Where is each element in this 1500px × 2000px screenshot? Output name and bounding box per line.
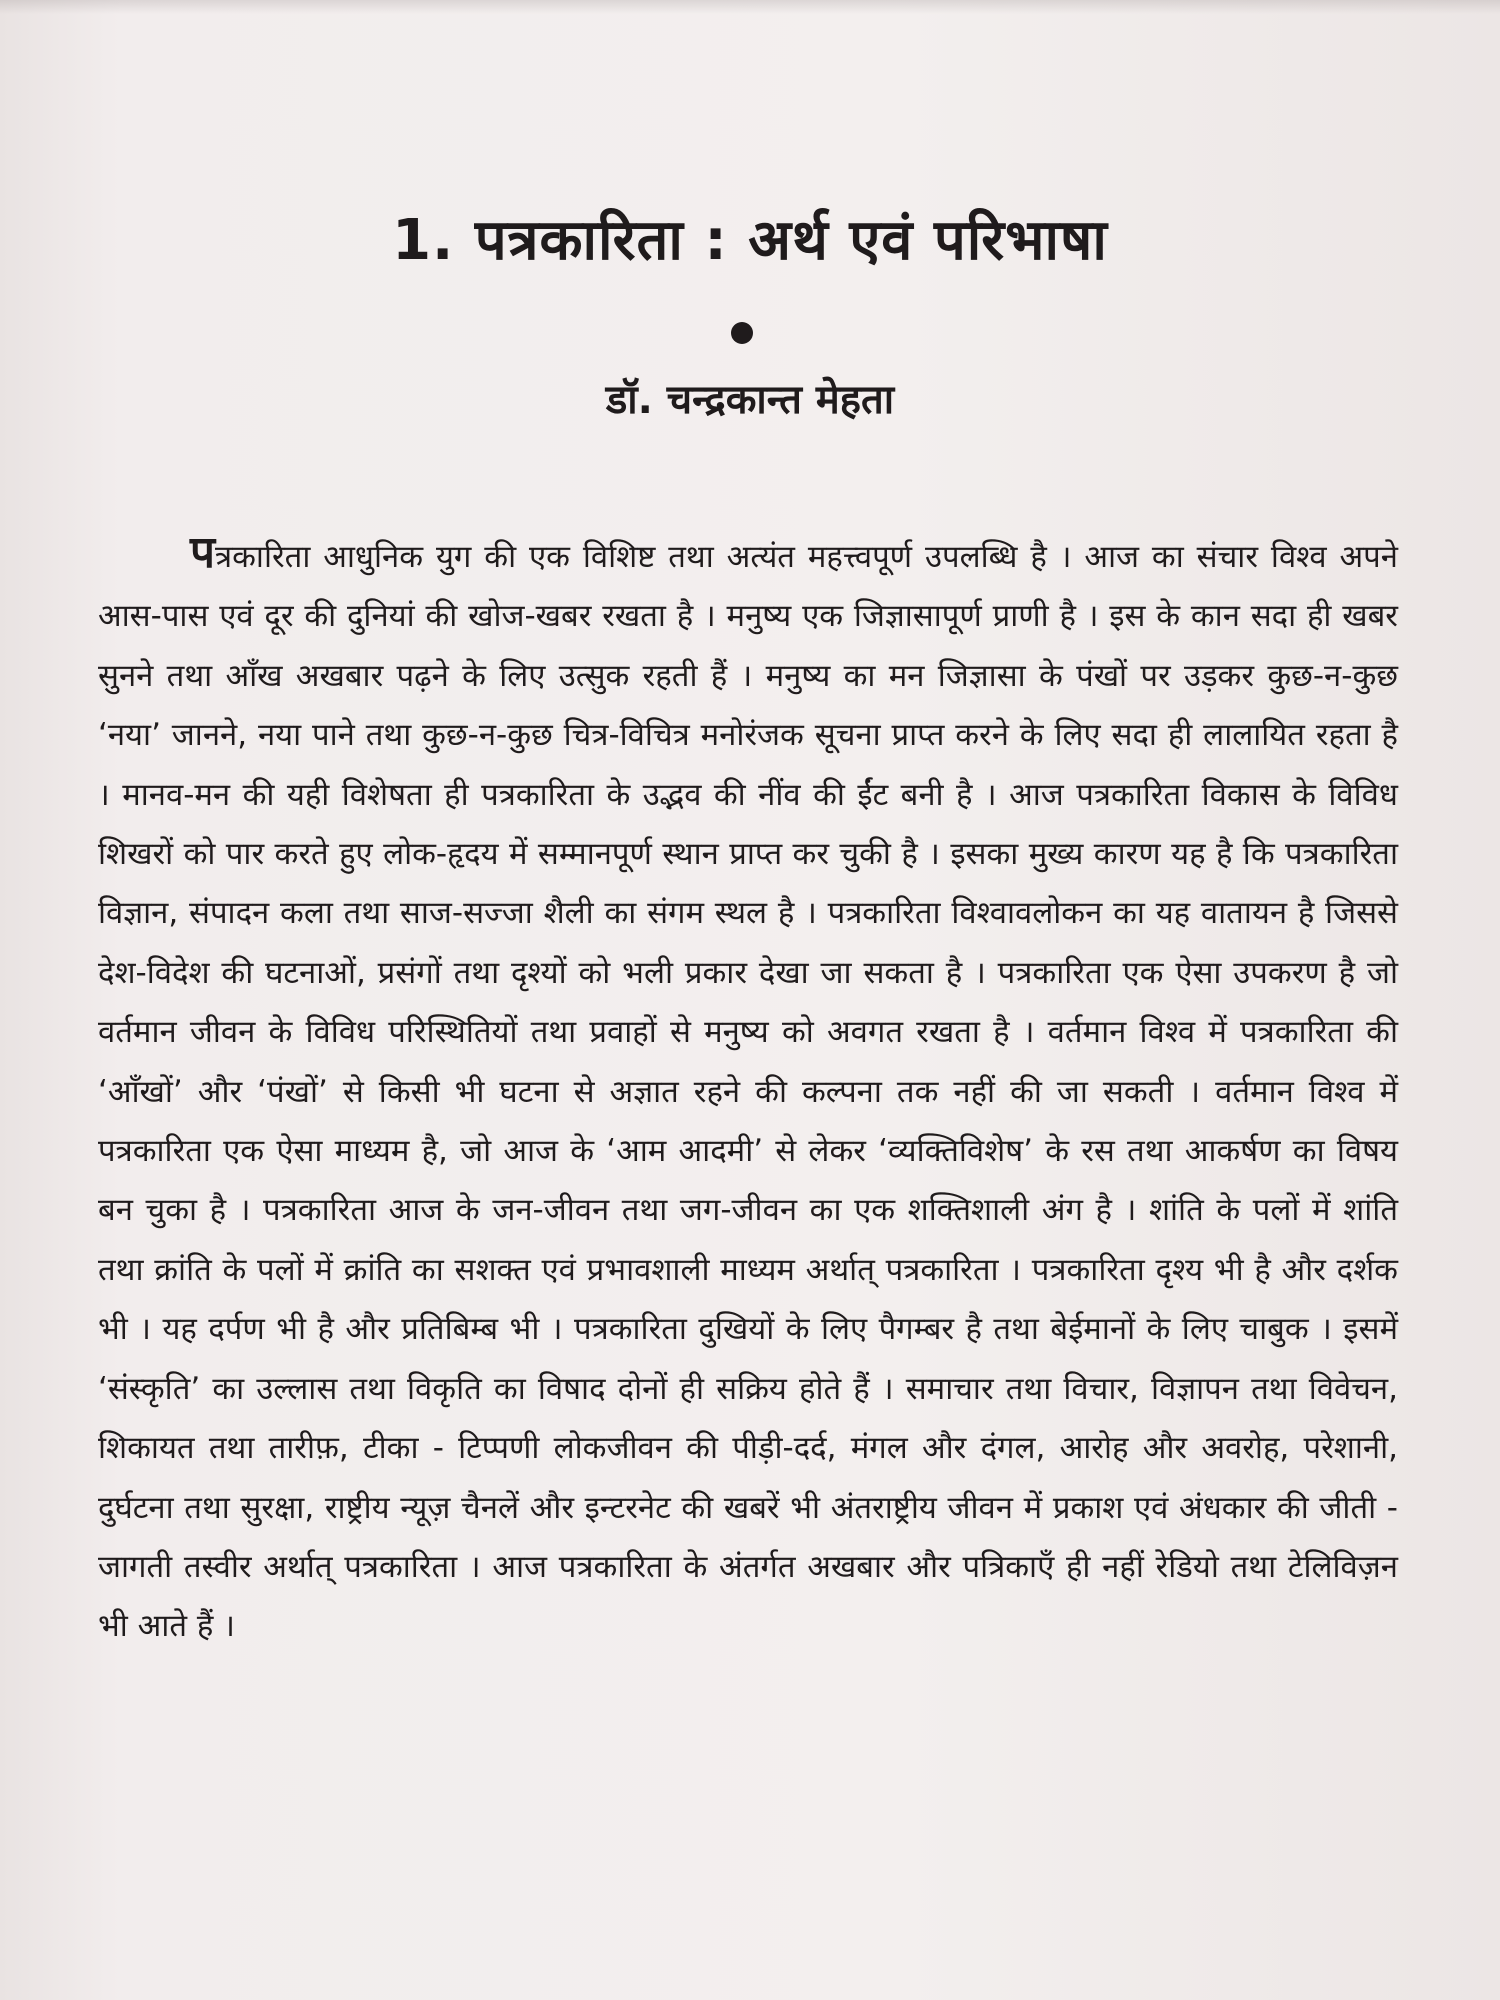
drop-initial: प [190, 527, 215, 578]
body-paragraph [98, 528, 1398, 1657]
bullet-ornament [731, 322, 753, 344]
page-top-edge [0, 0, 1500, 14]
author-name: डॉ. चन्द्रकान्त मेहता [605, 377, 895, 423]
paragraph-text: त्रकारिता आधुनिक युग की एक विशिष्ट तथा अत्यंत महत्त्वपूर्ण उपलब्धि है । आज का संचार विश्व अपने आस-पास एवं दूर की दुनियां की खोज-खबर रखता है । मनुष्य एक जिज्ञासापूर्ण प्राणी है । इस के कान सदा ही खबर सुनने तथा आँख अखबार पढ़ने के लिए उत्सुक रहती हैं । मनुष्य का मन जिज्ञासा के पंखों पर उड़कर कुछ-न-कुछ ‘नया’ जानने, नया पाने तथा कुछ-न-कुछ चित्र-विचित्र मनोरंजक सूचना प्राप्त करने के लिए सदा ही लालायित रहता है । मानव-मन की यही विशेषता ही पत्रकारिता के उद्भव की नींव की ईंट बनी है । आज पत्रकारिता विकास के विविध शिखरों को पार करते हुए लोक-हृदय में सम्मानपूर्ण स्थान प्राप्त कर चुकी है । इसका मुख्य कारण यह है कि पत्रकारिता विज्ञान, संपादन कला तथा साज-सज्जा शैली का संगम स्थल है । पत्रकारिता विश्वावलोकन का यह वातायन है जिससे देश-विदेश की घटनाओं, प्रसंगों तथा दृश्यों को भली प्रकार देखा जा सकता है । पत्रकारिता एक ऐसा उपकरण है जो वर्तमान जीवन के विविध परिस्थितियों तथा प्रवाहों से मनुष्य को अवगत रखता है । वर्तमान विश्व में पत्रकारिता की ‘आँखों’ और ‘पंखों’ से किसी भी घटना से अज्ञात रहने की कल्पना तक नहीं की जा सकती । वर्तमान विश्व में पत्रकारिता एक ऐसा माध्यम है, जो आज के ‘आम आदमी’ से लेकर ‘व्यक्तिविशेष’ के रस तथा आकर्षण का विषय बन चुका है । पत्रकारिता आज के जन-जीवन तथा जग-जीवन का एक शक्तिशाली अंग है । शांति के पलों में शांति तथा क्रांति के पलों में क्रांति का सशक्त एवं प्रभावशाली माध्यम अर्थात् पत्रकारिता । पत्रकारिता दृश्य भी है और दर्शक भी । यह दर्पण भी है और प्रतिबिम्ब भी । पत्रकारिता दुखियों के लिए पैगम्बर है तथा बेईमानों के लिए चाबुक । इसमें ‘संस्कृति’ का उल्लास तथा विकृति का विषाद दोनों ही सक्रिय होते हैं । समाचार तथा विचार, विज्ञापन तथा विवेचन, शिकायत तथा तारीफ़, टीका - टिप्पणी लोकजीवन की पीड़ी-दर्द, मंगल और दंगल, आरोह और अवरोह, परेशानी, दुर्घटना तथा सुरक्षा, राष्ट्रीय न्यूज़ चैनलें और इन्टरनेट की खबरें भी अंतराष्ट्रीय जीवन में प्रकाश एवं अंधकार की जीती - जागती तस्वीर अर्थात् पत्रकारिता । आज पत्रकारिता के अंतर्गत अखबार और पत्रिकाएँ ही नहीं रेडियो तथा टेलिविज़न भी आते हैं । [98, 539, 1398, 1645]
chapter-title: 1. पत्रकारिता : अर्थ एवं परिभाषा [392, 208, 1108, 273]
